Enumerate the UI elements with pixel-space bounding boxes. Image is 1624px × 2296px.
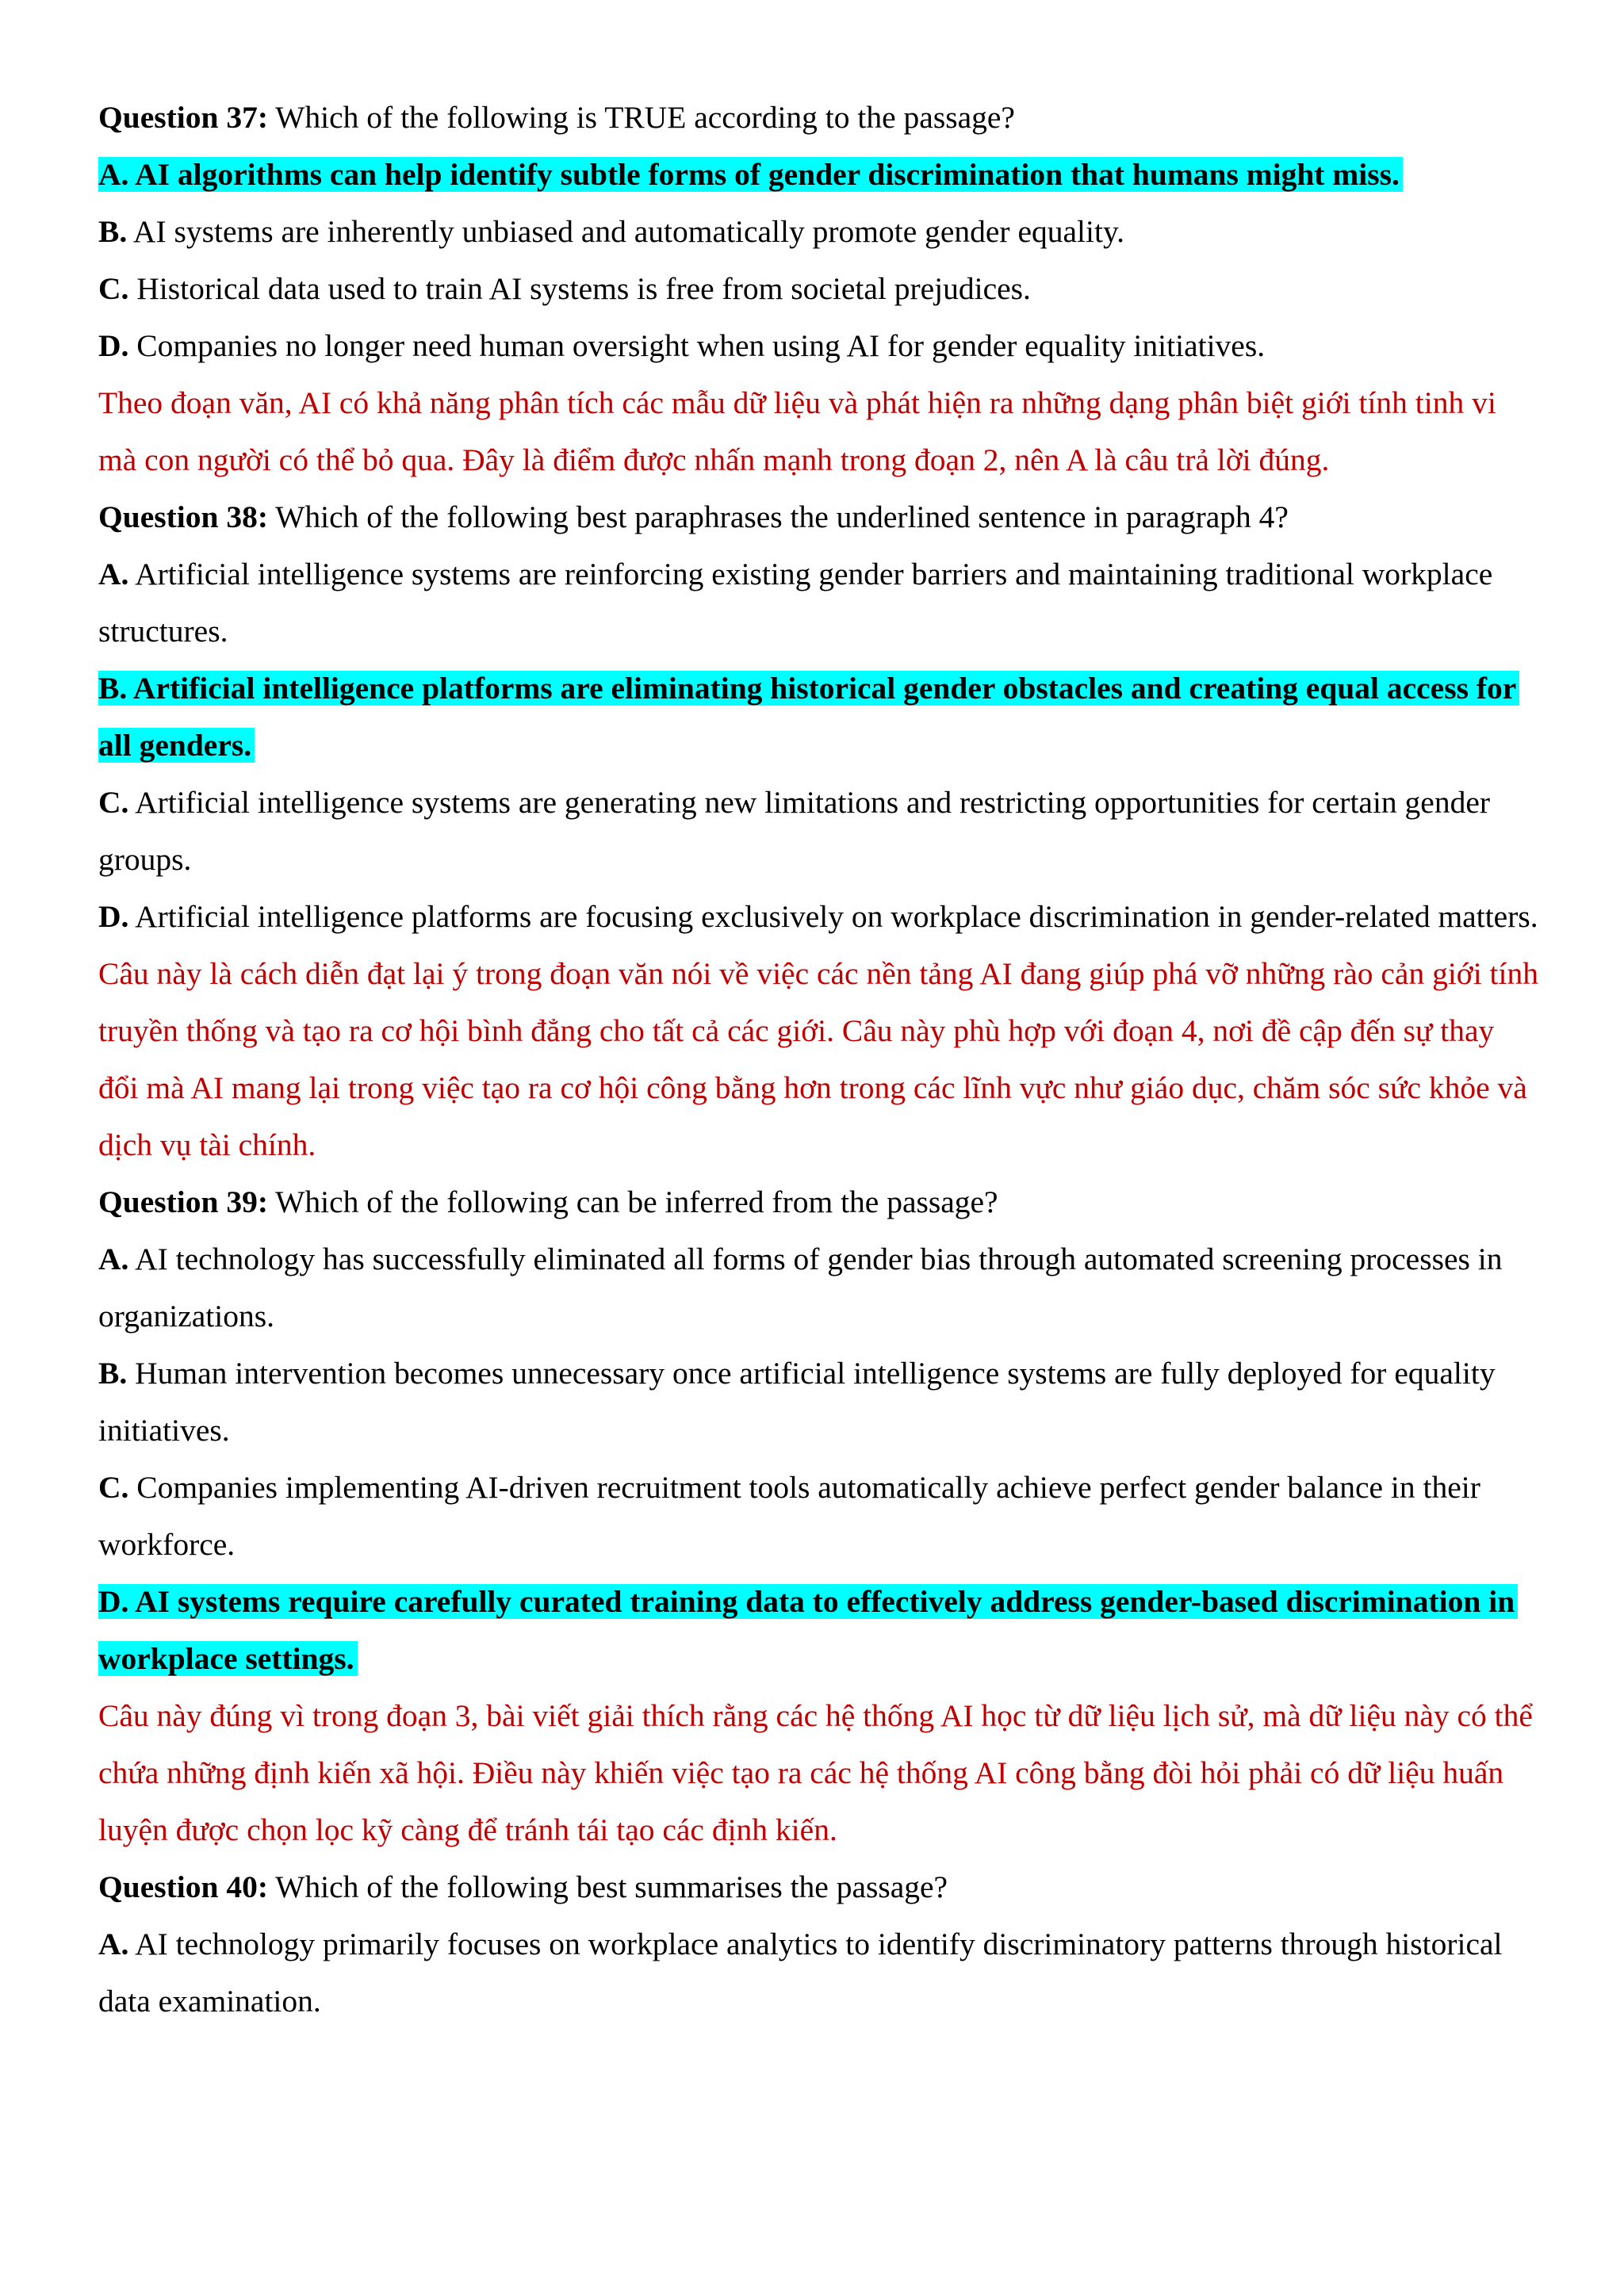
option-text: Artificial intelligence platforms are focusing exclusively on workplace discrimination in gender-related matters. bbox=[128, 899, 1538, 934]
question-label: Question 37: bbox=[98, 100, 268, 135]
question-text: Which of the following best summarises the passage? bbox=[267, 1869, 948, 1904]
option-d bbox=[98, 317, 1542, 374]
option-letter: C. bbox=[98, 271, 129, 306]
option-b-correct bbox=[98, 660, 1542, 774]
option-text: AI technology primarily focuses on workplace analytics to identify discriminatory patterns through historical data examination. bbox=[98, 1927, 1503, 2019]
question-38 bbox=[98, 488, 1542, 545]
question-text: Which of the following is TRUE according to the passage? bbox=[267, 100, 1015, 135]
question-label: Question 38: bbox=[98, 499, 268, 534]
option-c bbox=[98, 260, 1542, 317]
option-text: AI systems are inherently unbiased and automatically promote gender equality. bbox=[127, 214, 1125, 249]
option-letter: A. bbox=[98, 1927, 129, 1961]
option-text: Artificial intelligence platforms are eliminating historical gender obstacles and creating equal access for all genders. bbox=[98, 671, 1516, 763]
option-letter: B. bbox=[98, 1356, 128, 1391]
option-letter: B. bbox=[98, 214, 128, 249]
highlighted-answer bbox=[98, 1584, 1518, 1676]
option-letter: D. bbox=[98, 899, 129, 934]
question-39 bbox=[98, 1173, 1542, 1230]
option-letter: A. bbox=[98, 1242, 129, 1276]
explanation-37: Theo đoạn văn, AI có khả năng phân tích các mẫu dữ liệu và phát hiện ra những dạng phân biệt giới tính tinh vi mà con người có thể bỏ qua. Đây là điểm được nhấn mạnh trong đoạn 2, nên A là câu trả lời đúng. bbox=[98, 385, 1496, 477]
option-text: AI algorithms can help identify subtle forms of gender discrimination that humans might miss. bbox=[128, 157, 1400, 192]
option-text: Historical data used to train AI systems is free from societal prejudices. bbox=[128, 271, 1031, 306]
option-a-correct bbox=[98, 146, 1542, 203]
option-a bbox=[98, 545, 1542, 660]
option-text: Artificial intelligence systems are generating new limitations and restricting opportunities for certain gender groups. bbox=[98, 785, 1491, 877]
option-letter: A. bbox=[98, 557, 129, 591]
option-a bbox=[98, 1915, 1542, 2030]
option-text: AI technology has successfully eliminated all forms of gender bias through automated screening processes in organizations. bbox=[98, 1242, 1503, 1334]
question-40 bbox=[98, 1858, 1542, 1915]
option-letter: C. bbox=[98, 1470, 129, 1505]
option-text: Companies no longer need human oversight when using AI for gender equality initiatives. bbox=[128, 328, 1266, 363]
option-letter: D. bbox=[98, 1584, 129, 1619]
option-b bbox=[98, 1345, 1542, 1459]
option-b bbox=[98, 203, 1542, 260]
option-text: AI systems require carefully curated training data to effectively address gender-based discrimination in workplace settings. bbox=[98, 1584, 1515, 1676]
option-d bbox=[98, 888, 1542, 945]
option-a bbox=[98, 1230, 1542, 1345]
highlighted-answer bbox=[98, 671, 1519, 763]
option-d-correct bbox=[98, 1573, 1542, 1687]
explanation-38: Câu này là cách diễn đạt lại ý trong đoạn văn nói về việc các nền tảng AI đang giúp phá vỡ những rào cản giới tính truyền thống và tạo ra cơ hội bình đẳng cho tất cả các giới. Câu này phù hợp với đoạn 4, nơi đề cập đến sự thay đổi mà AI mang lại trong việc tạo ra cơ hội công bằng hơn trong các lĩnh vực như giáo dục, chăm sóc sức khỏe và dịch vụ tài chính. bbox=[98, 956, 1538, 1162]
option-text: Companies implementing AI-driven recruitment tools automatically achieve perfect gender balance in their workforce. bbox=[98, 1470, 1480, 1562]
explanation-39: Câu này đúng vì trong đoạn 3, bài viết giải thích rằng các hệ thống AI học từ dữ liệu lịch sử, mà dữ liệu này có thể chứa những định kiến xã hội. Điều này khiến việc tạo ra các hệ thống AI công bằng đòi hỏi phải có dữ liệu huấn luyện được chọn lọc kỹ càng để tránh tái tạo các định kiến. bbox=[98, 1698, 1533, 1847]
option-text: Artificial intelligence systems are reinforcing existing gender barriers and maintaining traditional workplace structures. bbox=[98, 557, 1493, 649]
document-page bbox=[98, 89, 1542, 2030]
question-text: Which of the following best paraphrases the underlined sentence in paragraph 4? bbox=[267, 499, 1289, 534]
option-c bbox=[98, 1459, 1542, 1573]
question-label: Question 39: bbox=[98, 1184, 268, 1219]
question-text: Which of the following can be inferred from the passage? bbox=[267, 1184, 998, 1219]
option-c bbox=[98, 774, 1542, 888]
option-letter: B. bbox=[98, 671, 128, 706]
question-label: Question 40: bbox=[98, 1869, 268, 1904]
option-letter: A. bbox=[98, 157, 129, 192]
option-text: Human intervention becomes unnecessary once artificial intelligence systems are fully deployed for equality initiatives. bbox=[98, 1356, 1496, 1448]
highlighted-answer bbox=[98, 157, 1403, 192]
option-letter: D. bbox=[98, 328, 129, 363]
question-37 bbox=[98, 89, 1542, 146]
option-letter: C. bbox=[98, 785, 129, 820]
